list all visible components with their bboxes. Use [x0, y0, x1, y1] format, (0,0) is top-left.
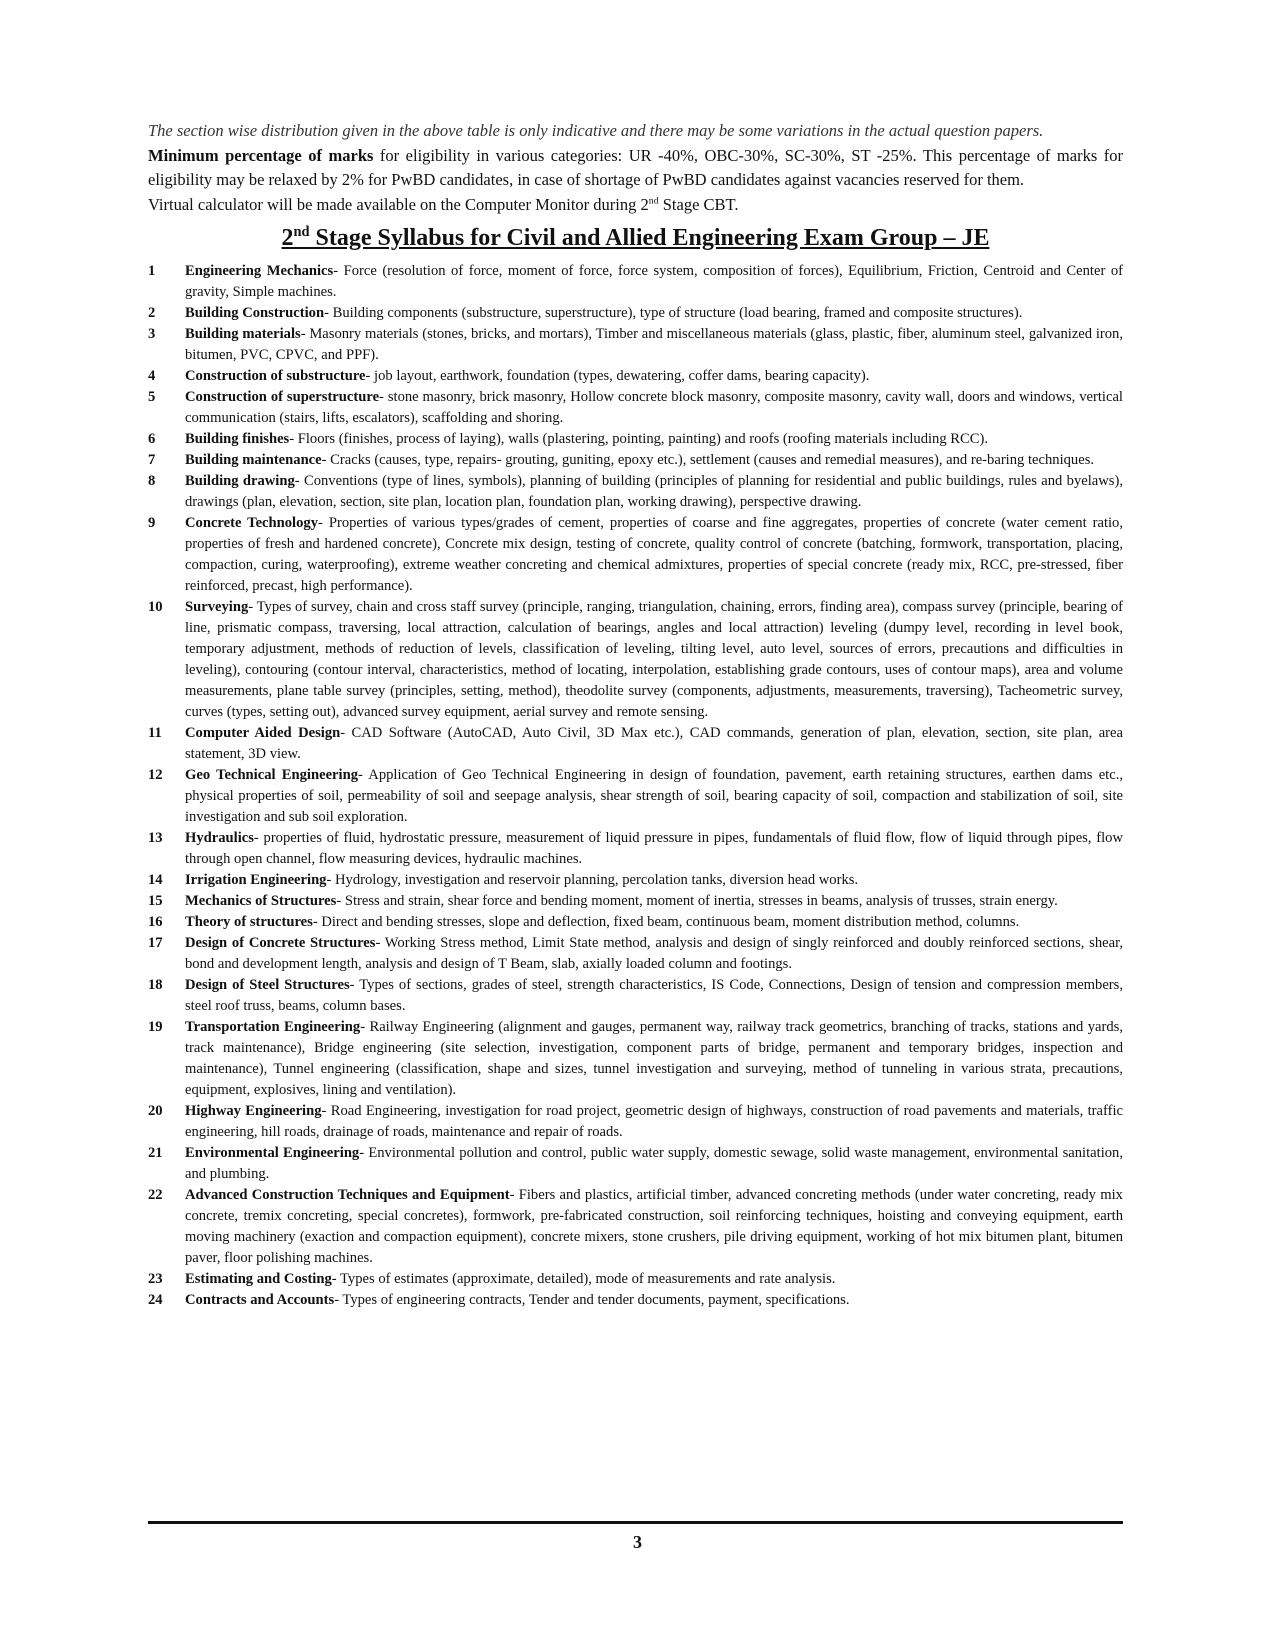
- syllabus-item-topic: Hydraulics: [185, 830, 254, 846]
- minimum-marks-paragraph: [148, 144, 1123, 192]
- syllabus-item: [148, 1017, 1123, 1101]
- syllabus-item-text: [185, 324, 1123, 366]
- syllabus-item-text: [185, 870, 1123, 891]
- syllabus-item-description: - Types of sections, grades of steel, strength characteristics, IS Code, Connections, Design of tension and compression members, steel roof truss, beams, column bases.: [185, 977, 1123, 1014]
- syllabus-item: [148, 1269, 1123, 1290]
- syllabus-item: [148, 303, 1123, 324]
- syllabus-item-text: [185, 429, 1123, 450]
- calculator-sup: nd: [648, 195, 659, 207]
- syllabus-item-text: [185, 1101, 1123, 1143]
- syllabus-item-description: - Types of survey, chain and cross staff survey (principle, ranging, triangulation, chaining, errors, finding area), compass survey (principle, bearing of line, prismatic compass, traversing, local attraction, calculation of bearings, angles and local attraction) leveling (dumpy level, recording in level book, temporary adjustment, methods of reduction of levels, classification of leveling, tilting level, auto level, sources of errors, precautions and difficulties in leveling), contouring (contour interval, characteristics, method of locating, interpolation, establishing grade contours, uses of contour maps), area and volume measurements, plane table survey (principles, setting, method), theodolite survey (components, adjustments, measurements, traversing), Tacheometric survey, curves (types, setting out), advanced survey equipment, aerial survey and remote sensing.: [185, 599, 1123, 720]
- syllabus-item-number: 11: [148, 725, 162, 741]
- syllabus-item-description: - Building components (substructure, superstructure), type of structure (load bearing, framed and composite structures).: [324, 305, 1023, 321]
- syllabus-item-number: 24: [148, 1292, 163, 1308]
- syllabus-item-topic: Building drawing: [185, 473, 295, 489]
- syllabus-item-topic: Transportation Engineering: [185, 1019, 361, 1035]
- heading-num: 2: [281, 225, 294, 251]
- syllabus-item-text: [185, 828, 1123, 870]
- syllabus-item-topic: Surveying: [185, 599, 249, 615]
- syllabus-item-description: - Masonry materials (stones, bricks, and mortars), Timber and miscellaneous materials (glass, plastic, fiber, aluminum steel, galvanized iron, bitumen, PVC, CPVC, and PPF).: [185, 326, 1124, 363]
- syllabus-item-topic: Construction of superstructure: [185, 389, 380, 405]
- syllabus-item: [148, 723, 1123, 765]
- syllabus-item-description: - Types of engineering contracts, Tender and tender documents, payment, specifications.: [334, 1292, 850, 1308]
- syllabus-item: [148, 324, 1123, 366]
- syllabus-item-text: [185, 723, 1123, 765]
- syllabus-item-description: - Hydrology, investigation and reservoir planning, percolation tanks, diversion head works.: [326, 872, 859, 888]
- syllabus-item-number: 2: [148, 305, 156, 321]
- syllabus-item-description: - Floors (finishes, process of laying), walls (plastering, pointing, painting) and roofs (roofing materials including RCC).: [289, 431, 988, 447]
- syllabus-item-number: 16: [148, 914, 163, 930]
- syllabus-item-number: 10: [148, 599, 163, 615]
- syllabus-item-topic: Contracts and Accounts: [185, 1292, 335, 1308]
- syllabus-item-description: - Environmental pollution and control, public water supply, domestic sewage, solid waste management, environmental sanitation, and plumbing.: [185, 1145, 1123, 1182]
- syllabus-item: [148, 1143, 1123, 1185]
- syllabus-item-topic: Theory of structures: [185, 914, 313, 930]
- syllabus-item: [148, 828, 1123, 870]
- syllabus-item-text: [185, 1185, 1123, 1269]
- syllabus-item-description: - Working Stress method, Limit State method, analysis and design of singly reinforced and doubly reinforced sections, shear, bond and development length, analysis and design of T Beam, slab, axially loaded column and footings.: [185, 935, 1124, 972]
- minimum-marks-text: for eligibility in various categories: UR -40%, OBC-30%, SC-30%, ST -25%. This percentage of marks for eligibility may be relaxed by 2% for PwBD candidates, in case of shortage of PwBD candidates against vacancies reserved for them.: [148, 146, 1123, 189]
- syllabus-item-topic: Geo Technical Engineering: [185, 767, 359, 783]
- syllabus-item-number: 21: [148, 1145, 163, 1161]
- syllabus-item-description: - Fibers and plastics, artificial timber, advanced concreting methods (under water concreting, ready mix concrete, tremix concreting, special concretes), formwork, pre-fabricated construction, soil reinforcing techniques, hoisting and conveying equipment, earth moving machinery (exaction and compaction equipment), concrete mixers, stone crushers, pile driving equipment, working of hot mix bitumen plant, bitumen paver, floor polishing machines.: [185, 1187, 1123, 1266]
- syllabus-item: [148, 261, 1123, 303]
- syllabus-item-topic: Concrete Technology: [185, 515, 318, 531]
- calculator-text: Virtual calculator will be made available on the Computer Monitor during 2: [148, 195, 649, 214]
- syllabus-item-text: [185, 1269, 1123, 1290]
- syllabus-item-number: 12: [148, 767, 163, 783]
- document-page: [148, 118, 1123, 1311]
- syllabus-item-description: - Cracks (causes, type, repairs- grouting, guniting, epoxy etc.), settlement (causes and remedial measures), and re-baring techniques.: [321, 452, 1095, 468]
- syllabus-item-number: 15: [148, 893, 163, 909]
- syllabus-item-text: [185, 933, 1123, 975]
- syllabus-item-text: [185, 471, 1123, 513]
- syllabus-item: [148, 1101, 1123, 1143]
- syllabus-item-text: [185, 597, 1123, 723]
- syllabus-item-topic: Advanced Construction Techniques and Equipment: [185, 1187, 510, 1203]
- syllabus-item-description: - CAD Software (AutoCAD, Auto Civil, 3D Max etc.), CAD commands, generation of plan, elevation, section, site plan, area statement, 3D view.: [185, 725, 1123, 762]
- syllabus-item-number: 8: [148, 473, 156, 489]
- calculator-text-end: Stage CBT.: [658, 195, 739, 214]
- syllabus-item: [148, 912, 1123, 933]
- syllabus-item-number: 14: [148, 872, 163, 888]
- syllabus-item-topic: Engineering Mechanics: [185, 263, 334, 279]
- syllabus-item: [148, 387, 1123, 429]
- syllabus-item: [148, 471, 1123, 513]
- syllabus-item-topic: Construction of substructure: [185, 368, 366, 384]
- syllabus-item-number: 6: [148, 431, 156, 447]
- syllabus-item-topic: Estimating and Costing: [185, 1271, 332, 1287]
- syllabus-item-number: 19: [148, 1019, 163, 1035]
- syllabus-item-topic: Computer Aided Design: [185, 725, 341, 741]
- distribution-note: The section wise distribution given in the above table is only indicative and there may be some variations in the actual question papers.: [148, 121, 1044, 140]
- syllabus-item-text: [185, 912, 1123, 933]
- syllabus-item-description: - Application of Geo Technical Engineering in design of foundation, pavement, earth retaining structures, earthen dams etc., physical properties of soil, permeability of soil and seepage analysis, shear strength of soil, bearing capacity of soil, compaction and stabilization of soil, site investigation and sub soil exploration.: [185, 767, 1124, 825]
- syllabus-item-text: [185, 387, 1123, 429]
- syllabus-item: [148, 870, 1123, 891]
- syllabus-item-number: 4: [148, 368, 156, 384]
- syllabus-item-description: - Properties of various types/grades of cement, properties of coarse and fine aggregates, properties of concrete (water cement ratio, properties of fresh and hardened concrete), Concrete mix design, testing of concrete, quality control of concrete (batching, formwork, transportation, placing, compaction, curing, waterproofing), extreme weather concreting and chemical admixtures, properties of special concrete (ready mix, RCC, pre-stressed, fiber reinforced, precast, high performance).: [185, 515, 1123, 594]
- syllabus-item-text: [185, 303, 1123, 324]
- syllabus-item-number: 20: [148, 1103, 163, 1119]
- syllabus-item-text: [185, 261, 1123, 303]
- syllabus-item-description: - Railway Engineering (alignment and gauges, permanent way, railway track geometrics, branching of tracks, stations and yards, track maintenance), Bridge engineering (site selection, investigation, component parts of bridge, permanent and temporary bridges, inspection and maintenance), Tunnel engineering (classification, shape and sizes, tunnel investigation and surveying, method of tunneling in various strata, precautions, equipment, explosives, lining and ventilation).: [185, 1019, 1123, 1098]
- syllabus-list: [148, 261, 1123, 1311]
- syllabus-item-text: [185, 1143, 1123, 1185]
- syllabus-item-topic: Building finishes: [185, 431, 290, 447]
- syllabus-item-text: [185, 1017, 1123, 1101]
- syllabus-item-description: - Conventions (type of lines, symbols), planning of building (principles of planning for residential and public buildings, rules and byelaws), drawings (plan, elevation, section, site plan, location plan, foundation plan, working drawing), perspective drawing.: [185, 473, 1123, 510]
- syllabus-item-topic: Building materials: [185, 326, 301, 342]
- syllabus-item-text: [185, 891, 1123, 912]
- syllabus-item-topic: Irrigation Engineering: [185, 872, 327, 888]
- syllabus-item-number: 9: [148, 515, 156, 531]
- syllabus-item: [148, 975, 1123, 1017]
- syllabus-item-topic: Mechanics of Structures: [185, 893, 337, 909]
- syllabus-item-number: 3: [148, 326, 156, 342]
- heading-text: Stage Syllabus for Civil and Allied Engineering Exam Group – JE: [309, 225, 990, 251]
- syllabus-item: [148, 513, 1123, 597]
- calculator-paragraph: [148, 193, 1123, 217]
- page-number: 3: [633, 1532, 642, 1552]
- syllabus-item-number: 17: [148, 935, 163, 951]
- syllabus-item: [148, 1290, 1123, 1311]
- syllabus-item-number: 13: [148, 830, 163, 846]
- syllabus-item-topic: Highway Engineering: [185, 1103, 322, 1119]
- syllabus-item-topic: Design of Steel Structures: [185, 977, 350, 993]
- syllabus-item-text: [185, 513, 1123, 597]
- syllabus-item: [148, 765, 1123, 828]
- syllabus-item: [148, 366, 1123, 387]
- syllabus-item: [148, 1185, 1123, 1269]
- syllabus-item-description: - properties of fluid, hydrostatic pressure, measurement of liquid pressure in pipes, fundamentals of fluid flow, flow of liquid through pipes, flow through open channel, flow measuring devices, hydraulic machines.: [185, 830, 1123, 867]
- syllabus-item-description: - Stress and strain, shear force and bending moment, moment of inertia, stresses in beams, analysis of trusses, strain energy.: [336, 893, 1058, 909]
- syllabus-item: [148, 429, 1123, 450]
- syllabus-item-number: 23: [148, 1271, 163, 1287]
- syllabus-item-number: 5: [148, 389, 156, 405]
- syllabus-item-text: [185, 765, 1123, 828]
- syllabus-item-description: - Road Engineering, investigation for road project, geometric design of highways, construction of road pavements and materials, traffic engineering, hill roads, drainage of roads, maintenance and repair of roads.: [185, 1103, 1123, 1140]
- syllabus-item-description: - job layout, earthwork, foundation (types, dewatering, coffer dams, bearing capacity).: [365, 368, 870, 384]
- syllabus-item-number: 1: [148, 263, 156, 279]
- syllabus-item-number: 7: [148, 452, 156, 468]
- footer-rule: [148, 1521, 1123, 1524]
- syllabus-item: [148, 450, 1123, 471]
- syllabus-item-number: 22: [148, 1187, 163, 1203]
- minimum-marks-label: Minimum percentage of marks: [148, 146, 374, 165]
- syllabus-item-text: [185, 975, 1123, 1017]
- syllabus-item-topic: Building Construction: [185, 305, 325, 321]
- heading-sup: nd: [293, 224, 310, 240]
- syllabus-item-description: - Direct and bending stresses, slope and deflection, fixed beam, continuous beam, moment distribution method, columns.: [312, 914, 1020, 930]
- syllabus-item: [148, 891, 1123, 912]
- syllabus-item-topic: Design of Concrete Structures: [185, 935, 376, 951]
- syllabus-item: [148, 933, 1123, 975]
- syllabus-item-number: 18: [148, 977, 163, 993]
- syllabus-item-text: [185, 450, 1123, 471]
- syllabus-item-topic: Building maintenance: [185, 452, 322, 468]
- syllabus-item-description: - Types of estimates (approximate, detailed), mode of measurements and rate analysis.: [331, 1271, 836, 1287]
- syllabus-item-text: [185, 1290, 1123, 1311]
- syllabus-item-description: - Force (resolution of force, moment of force, force system, composition of forces), Equilibrium, Friction, Centroid and Center of gravity, Simple machines.: [185, 263, 1123, 300]
- syllabus-item-description: - stone masonry, brick masonry, Hollow concrete block masonry, composite masonry, cavity wall, doors and windows, vertical communication (stairs, lifts, escalators), scaffolding and shoring.: [185, 389, 1123, 426]
- syllabus-item-text: [185, 366, 1123, 387]
- syllabus-item: [148, 597, 1123, 723]
- syllabus-item-topic: Environmental Engineering: [185, 1145, 360, 1161]
- syllabus-heading: [148, 223, 1123, 253]
